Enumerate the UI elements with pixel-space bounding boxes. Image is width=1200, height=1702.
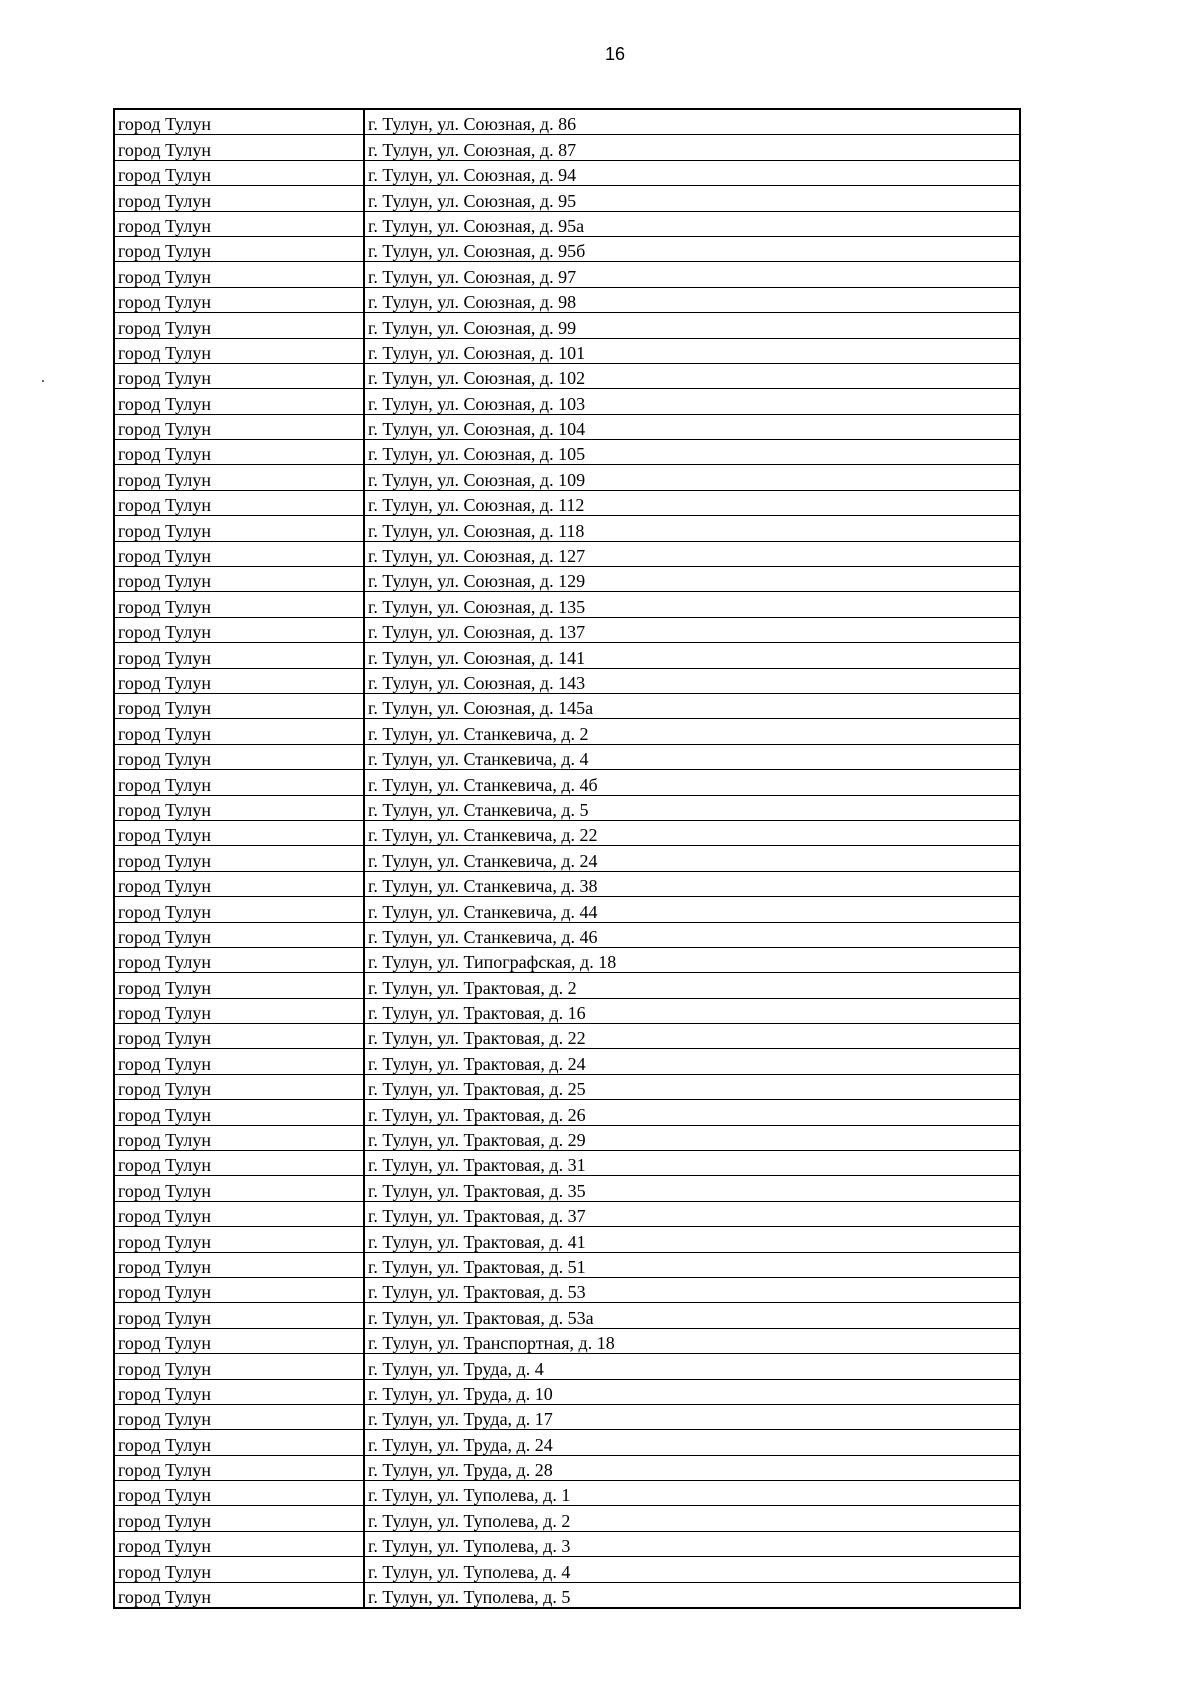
municipality-cell: город Тулун <box>114 465 364 490</box>
municipality-cell: город Тулун <box>114 973 364 998</box>
address-cell: г. Тулун, ул. Союзная, д. 86 <box>364 109 1020 135</box>
address-cell: г. Тулун, ул. Союзная, д. 143 <box>364 668 1020 693</box>
table-row <box>114 922 1020 947</box>
address-cell: г. Тулун, ул. Типографская, д. 18 <box>364 947 1020 972</box>
municipality-cell: город Тулун <box>114 592 364 617</box>
address-cell: г. Тулун, ул. Трактовая, д. 51 <box>364 1252 1020 1277</box>
address-cell: г. Тулун, ул. Союзная, д. 135 <box>364 592 1020 617</box>
municipality-cell: город Тулун <box>114 1404 364 1429</box>
municipality-cell: город Тулун <box>114 1379 364 1404</box>
table-row <box>114 567 1020 592</box>
address-cell: г. Тулун, ул. Трактовая, д. 29 <box>364 1125 1020 1150</box>
table-row <box>114 338 1020 363</box>
address-cell: г. Тулун, ул. Союзная, д. 105 <box>364 440 1020 465</box>
table-row <box>114 770 1020 795</box>
municipality-cell: город Тулун <box>114 1506 364 1531</box>
address-table <box>113 108 1021 1609</box>
table-row <box>114 1404 1020 1429</box>
municipality-cell: город Тулун <box>114 1430 364 1455</box>
address-cell: г. Тулун, ул. Трактовая, д. 16 <box>364 998 1020 1023</box>
table-row <box>114 1430 1020 1455</box>
municipality-cell: город Тулун <box>114 1176 364 1201</box>
municipality-cell: город Тулун <box>114 744 364 769</box>
municipality-cell: город Тулун <box>114 820 364 845</box>
table-row <box>114 973 1020 998</box>
table-row <box>114 1455 1020 1480</box>
address-cell: г. Тулун, ул. Туполева, д. 4 <box>364 1557 1020 1582</box>
table-row <box>114 490 1020 515</box>
address-cell: г. Тулун, ул. Трактовая, д. 35 <box>364 1176 1020 1201</box>
table-row <box>114 1354 1020 1379</box>
address-cell: г. Тулун, ул. Союзная, д. 99 <box>364 313 1020 338</box>
table-row <box>114 211 1020 236</box>
table-row <box>114 389 1020 414</box>
table-row <box>114 135 1020 160</box>
address-cell: г. Тулун, ул. Союзная, д. 98 <box>364 287 1020 312</box>
address-cell: г. Тулун, ул. Союзная, д. 102 <box>364 363 1020 388</box>
table-row <box>114 1506 1020 1531</box>
address-table-body <box>114 109 1020 1608</box>
table-row <box>114 465 1020 490</box>
table-row <box>114 1201 1020 1226</box>
table-row <box>114 1379 1020 1404</box>
address-cell: г. Тулун, ул. Станкевича, д. 46 <box>364 922 1020 947</box>
address-cell: г. Тулун, ул. Труда, д. 24 <box>364 1430 1020 1455</box>
table-row <box>114 1125 1020 1150</box>
table-row <box>114 160 1020 185</box>
table-row <box>114 998 1020 1023</box>
address-cell: г. Тулун, ул. Труда, д. 4 <box>364 1354 1020 1379</box>
address-cell: г. Тулун, ул. Труда, д. 10 <box>364 1379 1020 1404</box>
table-row <box>114 109 1020 135</box>
table-row <box>114 414 1020 439</box>
address-cell: г. Тулун, ул. Союзная, д. 137 <box>364 617 1020 642</box>
municipality-cell: город Тулун <box>114 1557 364 1582</box>
table-row <box>114 1277 1020 1302</box>
address-cell: г. Тулун, ул. Станкевича, д. 38 <box>364 871 1020 896</box>
address-cell: г. Тулун, ул. Станкевича, д. 22 <box>364 820 1020 845</box>
address-cell: г. Тулун, ул. Трактовая, д. 2 <box>364 973 1020 998</box>
municipality-cell: город Тулун <box>114 846 364 871</box>
address-cell: г. Тулун, ул. Трактовая, д. 41 <box>364 1227 1020 1252</box>
scan-speck <box>42 380 44 382</box>
municipality-cell: город Тулун <box>114 541 364 566</box>
municipality-cell: город Тулун <box>114 1303 364 1328</box>
municipality-cell: город Тулун <box>114 1531 364 1556</box>
municipality-cell: город Тулун <box>114 236 364 261</box>
table-row <box>114 744 1020 769</box>
table-row <box>114 1176 1020 1201</box>
table-row <box>114 1531 1020 1556</box>
municipality-cell: город Тулун <box>114 338 364 363</box>
municipality-cell: город Тулун <box>114 1049 364 1074</box>
address-cell: г. Тулун, ул. Союзная, д. 101 <box>364 338 1020 363</box>
address-cell: г. Тулун, ул. Союзная, д. 118 <box>364 516 1020 541</box>
address-cell: г. Тулун, ул. Туполева, д. 5 <box>364 1582 1020 1608</box>
address-cell: г. Тулун, ул. Труда, д. 17 <box>364 1404 1020 1429</box>
address-cell: г. Тулун, ул. Союзная, д. 95 <box>364 186 1020 211</box>
municipality-cell: город Тулун <box>114 262 364 287</box>
table-row <box>114 719 1020 744</box>
table-row <box>114 1328 1020 1353</box>
table-row <box>114 897 1020 922</box>
table-row <box>114 1303 1020 1328</box>
municipality-cell: город Тулун <box>114 693 364 718</box>
address-cell: г. Тулун, ул. Станкевича, д. 24 <box>364 846 1020 871</box>
municipality-cell: город Тулун <box>114 998 364 1023</box>
address-cell: г. Тулун, ул. Союзная, д. 109 <box>364 465 1020 490</box>
table-row <box>114 363 1020 388</box>
table-row <box>114 1074 1020 1099</box>
table-row <box>114 947 1020 972</box>
municipality-cell: город Тулун <box>114 1277 364 1302</box>
municipality-cell: город Тулун <box>114 363 364 388</box>
address-cell: г. Тулун, ул. Союзная, д. 112 <box>364 490 1020 515</box>
municipality-cell: город Тулун <box>114 668 364 693</box>
municipality-cell: город Тулун <box>114 897 364 922</box>
municipality-cell: город Тулун <box>114 287 364 312</box>
address-cell: г. Тулун, ул. Трактовая, д. 53а <box>364 1303 1020 1328</box>
municipality-cell: город Тулун <box>114 490 364 515</box>
municipality-cell: город Тулун <box>114 1481 364 1506</box>
table-row <box>114 1049 1020 1074</box>
table-row <box>114 1100 1020 1125</box>
municipality-cell: город Тулун <box>114 770 364 795</box>
table-row <box>114 668 1020 693</box>
address-cell: г. Тулун, ул. Станкевича, д. 5 <box>364 795 1020 820</box>
municipality-cell: город Тулун <box>114 719 364 744</box>
municipality-cell: город Тулун <box>114 1074 364 1099</box>
address-cell: г. Тулун, ул. Союзная, д. 94 <box>364 160 1020 185</box>
table-row <box>114 236 1020 261</box>
table-row <box>114 643 1020 668</box>
table-row <box>114 262 1020 287</box>
address-cell: г. Тулун, ул. Союзная, д. 127 <box>364 541 1020 566</box>
table-row <box>114 592 1020 617</box>
address-cell: г. Тулун, ул. Трактовая, д. 25 <box>364 1074 1020 1099</box>
table-row <box>114 313 1020 338</box>
municipality-cell: город Тулун <box>114 1328 364 1353</box>
table-row <box>114 1227 1020 1252</box>
address-cell: г. Тулун, ул. Союзная, д. 95б <box>364 236 1020 261</box>
table-row <box>114 440 1020 465</box>
municipality-cell: город Тулун <box>114 947 364 972</box>
municipality-cell: город Тулун <box>114 1100 364 1125</box>
table-row <box>114 1481 1020 1506</box>
municipality-cell: город Тулун <box>114 186 364 211</box>
table-row <box>114 1151 1020 1176</box>
table-row <box>114 1557 1020 1582</box>
page-number: 16 <box>604 44 626 64</box>
municipality-cell: город Тулун <box>114 1582 364 1608</box>
table-row <box>114 1252 1020 1277</box>
address-cell: г. Тулун, ул. Трактовая, д. 24 <box>364 1049 1020 1074</box>
municipality-cell: город Тулун <box>114 871 364 896</box>
address-cell: г. Тулун, ул. Транспортная, д. 18 <box>364 1328 1020 1353</box>
municipality-cell: город Тулун <box>114 1227 364 1252</box>
address-cell: г. Тулун, ул. Союзная, д. 141 <box>364 643 1020 668</box>
table-row <box>114 186 1020 211</box>
table-row <box>114 516 1020 541</box>
municipality-cell: город Тулун <box>114 617 364 642</box>
address-cell: г. Тулун, ул. Туполева, д. 2 <box>364 1506 1020 1531</box>
municipality-cell: город Тулун <box>114 922 364 947</box>
municipality-cell: город Тулун <box>114 313 364 338</box>
address-cell: г. Тулун, ул. Союзная, д. 129 <box>364 567 1020 592</box>
table-row <box>114 871 1020 896</box>
municipality-cell: город Тулун <box>114 1252 364 1277</box>
municipality-cell: город Тулун <box>114 567 364 592</box>
address-cell: г. Тулун, ул. Станкевича, д. 44 <box>364 897 1020 922</box>
municipality-cell: город Тулун <box>114 1125 364 1150</box>
municipality-cell: город Тулун <box>114 211 364 236</box>
table-row <box>114 1582 1020 1608</box>
address-cell: г. Тулун, ул. Станкевича, д. 4 <box>364 744 1020 769</box>
address-cell: г. Тулун, ул. Трактовая, д. 37 <box>364 1201 1020 1226</box>
table-row <box>114 693 1020 718</box>
table-row <box>114 541 1020 566</box>
municipality-cell: город Тулун <box>114 516 364 541</box>
address-cell: г. Тулун, ул. Союзная, д. 145а <box>364 693 1020 718</box>
address-cell: г. Тулун, ул. Союзная, д. 97 <box>364 262 1020 287</box>
municipality-cell: город Тулун <box>114 389 364 414</box>
municipality-cell: город Тулун <box>114 643 364 668</box>
address-cell: г. Тулун, ул. Станкевича, д. 2 <box>364 719 1020 744</box>
municipality-cell: город Тулун <box>114 1455 364 1480</box>
address-cell: г. Тулун, ул. Труда, д. 28 <box>364 1455 1020 1480</box>
municipality-cell: город Тулун <box>114 1354 364 1379</box>
table-row <box>114 617 1020 642</box>
address-cell: г. Тулун, ул. Союзная, д. 104 <box>364 414 1020 439</box>
address-cell: г. Тулун, ул. Союзная, д. 103 <box>364 389 1020 414</box>
address-cell: г. Тулун, ул. Союзная, д. 95а <box>364 211 1020 236</box>
municipality-cell: город Тулун <box>114 795 364 820</box>
address-cell: г. Тулун, ул. Союзная, д. 87 <box>364 135 1020 160</box>
address-cell: г. Тулун, ул. Туполева, д. 3 <box>364 1531 1020 1556</box>
address-cell: г. Тулун, ул. Трактовая, д. 31 <box>364 1151 1020 1176</box>
municipality-cell: город Тулун <box>114 440 364 465</box>
municipality-cell: город Тулун <box>114 1151 364 1176</box>
address-cell: г. Тулун, ул. Трактовая, д. 53 <box>364 1277 1020 1302</box>
municipality-cell: город Тулун <box>114 109 364 135</box>
municipality-cell: город Тулун <box>114 414 364 439</box>
address-cell: г. Тулун, ул. Станкевича, д. 4б <box>364 770 1020 795</box>
municipality-cell: город Тулун <box>114 160 364 185</box>
municipality-cell: город Тулун <box>114 1201 364 1226</box>
address-cell: г. Тулун, ул. Трактовая, д. 22 <box>364 1024 1020 1049</box>
address-cell: г. Тулун, ул. Трактовая, д. 26 <box>364 1100 1020 1125</box>
table-row <box>114 1024 1020 1049</box>
table-row <box>114 795 1020 820</box>
municipality-cell: город Тулун <box>114 1024 364 1049</box>
table-row <box>114 846 1020 871</box>
address-cell: г. Тулун, ул. Туполева, д. 1 <box>364 1481 1020 1506</box>
table-row <box>114 820 1020 845</box>
municipality-cell: город Тулун <box>114 135 364 160</box>
table-row <box>114 287 1020 312</box>
